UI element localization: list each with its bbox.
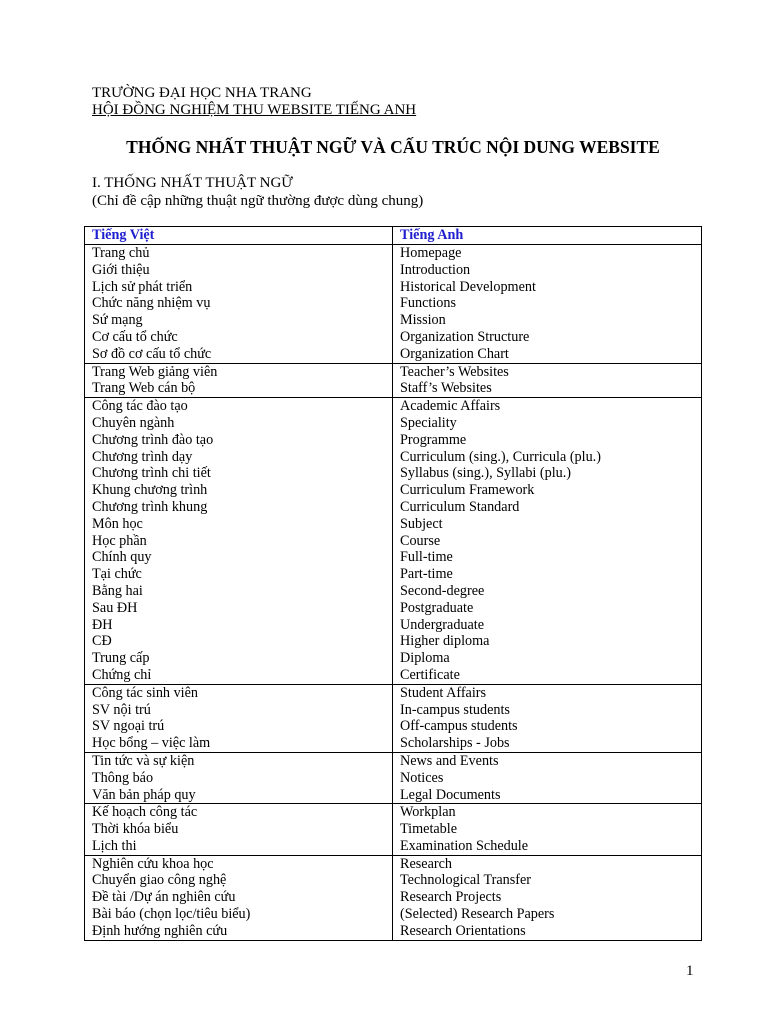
table-row	[85, 752, 702, 769]
table-row	[85, 312, 702, 329]
vietnamese-term: Sơ đồ cơ cấu tổ chức	[85, 346, 393, 363]
vietnamese-term: Chức năng nhiệm vụ	[85, 295, 393, 312]
english-term: Research	[393, 855, 702, 872]
table-row	[85, 838, 702, 855]
english-term: Introduction	[393, 262, 702, 279]
table-row	[85, 821, 702, 838]
vietnamese-term: Thông báo	[85, 770, 393, 787]
vietnamese-term: Học bổng – việc làm	[85, 735, 393, 752]
vietnamese-term: Trang Web giảng viên	[85, 363, 393, 380]
vietnamese-term: Chương trình đào tạo	[85, 432, 393, 449]
table-row	[85, 363, 702, 380]
english-term: News and Events	[393, 752, 702, 769]
vietnamese-term: Trung cấp	[85, 650, 393, 667]
english-term: Curriculum (sing.), Curricula (plu.)	[393, 449, 702, 466]
table-row	[85, 549, 702, 566]
vietnamese-term: Chương trình chi tiết	[85, 465, 393, 482]
vietnamese-term: Sứ mạng	[85, 312, 393, 329]
english-term: Organization Chart	[393, 346, 702, 363]
table-row	[85, 684, 702, 701]
english-term: Homepage	[393, 245, 702, 262]
vietnamese-term: SV ngoại trú	[85, 718, 393, 735]
english-term: Curriculum Standard	[393, 499, 702, 516]
vietnamese-term: Khung chương trình	[85, 482, 393, 499]
english-term: Staff’s Websites	[393, 380, 702, 397]
english-term: Speciality	[393, 415, 702, 432]
table-row	[85, 262, 702, 279]
table-row	[85, 380, 702, 397]
vietnamese-term: Đề tài /Dự án nghiên cứu	[85, 889, 393, 906]
page-title: THỐNG NHẤT THUẬT NGỮ VÀ CẤU TRÚC NỘI DUNG WEBSITE	[126, 137, 660, 157]
table-row	[85, 245, 702, 262]
vietnamese-term: Chứng chỉ	[85, 667, 393, 684]
vietnamese-term: Công tác sinh viên	[85, 684, 393, 701]
vietnamese-term: Bằng hai	[85, 583, 393, 600]
english-term: Subject	[393, 516, 702, 533]
vietnamese-term: Chuyển giao công nghệ	[85, 872, 393, 889]
table-row	[85, 650, 702, 667]
english-term: Second-degree	[393, 583, 702, 600]
table-row	[85, 465, 702, 482]
vietnamese-term: Bài báo (chọn lọc/tiêu biểu)	[85, 906, 393, 923]
table-header-row	[85, 227, 702, 245]
table-row	[85, 499, 702, 516]
vietnamese-term: Sau ĐH	[85, 600, 393, 617]
vietnamese-term: Chương trình dạy	[85, 449, 393, 466]
vietnamese-term: ĐH	[85, 617, 393, 634]
table-row	[85, 787, 702, 804]
vietnamese-term: Tại chức	[85, 566, 393, 583]
vietnamese-term: SV nội trú	[85, 702, 393, 719]
english-term: Mission	[393, 312, 702, 329]
vietnamese-term: Nghiên cứu khoa học	[85, 855, 393, 872]
vietnamese-term: Định hướng nghiên cứu	[85, 923, 393, 940]
vietnamese-term: Lịch sử phát triển	[85, 279, 393, 296]
vietnamese-term: Môn học	[85, 516, 393, 533]
vietnamese-term: CĐ	[85, 633, 393, 650]
table-row	[85, 516, 702, 533]
english-term: Workplan	[393, 804, 702, 821]
table-row	[85, 566, 702, 583]
table-row	[85, 735, 702, 752]
english-term: (Selected) Research Papers	[393, 906, 702, 923]
vietnamese-term: Văn bản pháp quy	[85, 787, 393, 804]
vietnamese-term: Công tác đào tạo	[85, 398, 393, 415]
english-term: Organization Structure	[393, 329, 702, 346]
column-header-vietnamese: Tiếng Việt	[85, 227, 393, 245]
vietnamese-term: Giới thiệu	[85, 262, 393, 279]
english-term: Technological Transfer	[393, 872, 702, 889]
vietnamese-term: Cơ cấu tổ chức	[85, 329, 393, 346]
terminology-table	[84, 226, 702, 941]
english-term: Historical Development	[393, 279, 702, 296]
english-term: Higher diploma	[393, 633, 702, 650]
table-row	[85, 279, 702, 296]
vietnamese-term: Chuyên ngành	[85, 415, 393, 432]
table-row	[85, 449, 702, 466]
english-term: Student Affairs	[393, 684, 702, 701]
table-row	[85, 415, 702, 432]
english-term: Postgraduate	[393, 600, 702, 617]
table-row	[85, 770, 702, 787]
english-term: Diploma	[393, 650, 702, 667]
table-row	[85, 889, 702, 906]
english-term: Off-campus students	[393, 718, 702, 735]
vietnamese-term: Chính quy	[85, 549, 393, 566]
english-term: In-campus students	[393, 702, 702, 719]
section-heading: I. THỐNG NHẤT THUẬT NGỮ	[92, 175, 293, 191]
vietnamese-term: Thời khóa biểu	[85, 821, 393, 838]
page-number: 1	[686, 963, 694, 979]
table-row	[85, 855, 702, 872]
english-term: Examination Schedule	[393, 838, 702, 855]
table-row	[85, 346, 702, 363]
english-term: Legal Documents	[393, 787, 702, 804]
vietnamese-term: Trang chủ	[85, 245, 393, 262]
university-name: TRƯỜNG ĐẠI HỌC NHA TRANG	[92, 85, 312, 101]
table-row	[85, 718, 702, 735]
english-term: Programme	[393, 432, 702, 449]
vietnamese-term: Lịch thi	[85, 838, 393, 855]
table-row	[85, 583, 702, 600]
english-term: Scholarships - Jobs	[393, 735, 702, 752]
english-term: Timetable	[393, 821, 702, 838]
english-term: Research Orientations	[393, 923, 702, 940]
english-term: Academic Affairs	[393, 398, 702, 415]
english-term: Functions	[393, 295, 702, 312]
table-row	[85, 600, 702, 617]
table-row	[85, 329, 702, 346]
table-row	[85, 702, 702, 719]
vietnamese-term: Học phần	[85, 533, 393, 550]
table-row	[85, 617, 702, 634]
vietnamese-term: Trang Web cán bộ	[85, 380, 393, 397]
english-term: Certificate	[393, 667, 702, 684]
table-row	[85, 398, 702, 415]
terminology-table-body	[85, 245, 702, 941]
table-row	[85, 533, 702, 550]
english-term: Part-time	[393, 566, 702, 583]
table-row	[85, 295, 702, 312]
english-term: Notices	[393, 770, 702, 787]
english-term: Undergraduate	[393, 617, 702, 634]
table-row	[85, 482, 702, 499]
table-row	[85, 667, 702, 684]
english-term: Syllabus (sing.), Syllabi (plu.)	[393, 465, 702, 482]
english-term: Full-time	[393, 549, 702, 566]
english-term: Course	[393, 533, 702, 550]
table-row	[85, 872, 702, 889]
table-row	[85, 804, 702, 821]
english-term: Curriculum Framework	[393, 482, 702, 499]
vietnamese-term: Tin tức và sự kiện	[85, 752, 393, 769]
english-term: Teacher’s Websites	[393, 363, 702, 380]
column-header-english: Tiếng Anh	[393, 227, 702, 245]
table-row	[85, 432, 702, 449]
section-note: (Chỉ đề cập những thuật ngữ thường được dùng chung)	[92, 193, 424, 209]
table-row	[85, 633, 702, 650]
council-name: HỘI ĐỒNG NGHIỆM THU WEBSITE TIẾNG ANH	[92, 102, 417, 118]
english-term: Research Projects	[393, 889, 702, 906]
vietnamese-term: Chương trình khung	[85, 499, 393, 516]
vietnamese-term: Kế hoạch công tác	[85, 804, 393, 821]
table-row	[85, 906, 702, 923]
table-row	[85, 923, 702, 940]
